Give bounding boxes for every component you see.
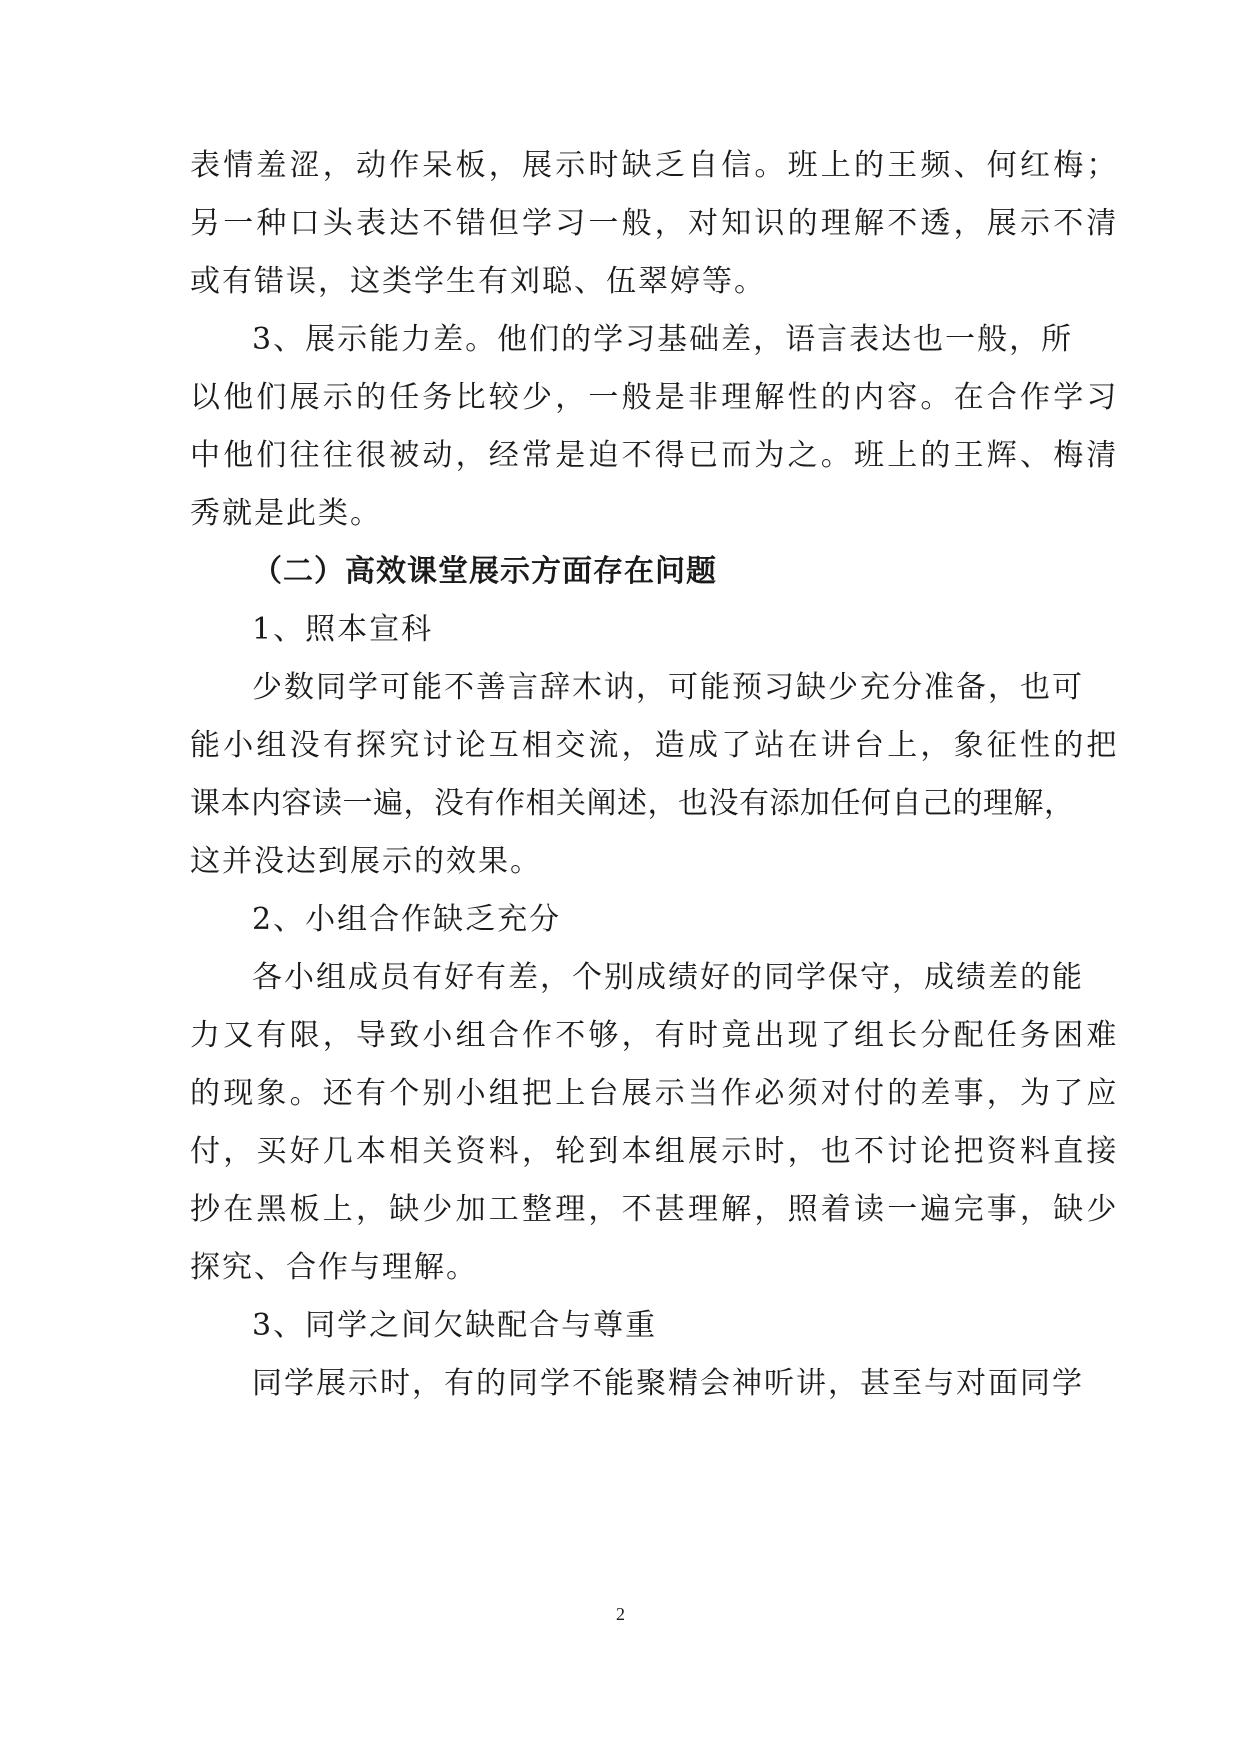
page-number: 2	[616, 1604, 625, 1624]
body-line: 的现象。还有个别小组把上台展示当作必须对付的差事，为了应	[190, 1076, 1120, 1111]
body-line: 这并没达到展示的效果。	[190, 844, 542, 879]
body-line: 能小组没有探究讨论互相交流，造成了站在讲台上，象征性的把	[190, 728, 1120, 763]
subsection-heading: 3、同学之间欠缺配合与尊重	[252, 1308, 658, 1343]
body-line: 探究、合作与理解。	[190, 1250, 478, 1285]
body-line: 或有错误，这类学生有刘聪、伍翠婷等。	[190, 264, 766, 299]
body-line: 表情羞涩，动作呆板，展示时缺乏自信。班上的王频、何红梅；	[190, 148, 1120, 183]
section-heading: （二）高效课堂展示方面存在问题	[252, 554, 717, 589]
body-line: 各小组成员有好有差，个别成绩好的同学保守，成绩差的能	[252, 960, 1084, 995]
body-line: 以他们展示的任务比较少，一般是非理解性的内容。在合作学习	[190, 380, 1120, 415]
subsection-heading: 1、照本宣科	[252, 612, 434, 647]
body-line: 另一种口头表达不错但学习一般，对知识的理解不透，展示不清	[190, 206, 1120, 241]
subsection-heading: 2、小组合作缺乏充分	[252, 902, 562, 937]
body-line: 中他们往往很被动，经常是迫不得已而为之。班上的王辉、梅清	[190, 438, 1120, 473]
body-line: 课本内容读一遍，没有作相关阐述，也没有添加任何自己的理解，	[190, 786, 1075, 821]
body-line: 力又有限，导致小组合作不够，有时竟出现了组长分配任务困难	[190, 1018, 1120, 1053]
body-line: 同学展示时，有的同学不能聚精会神听讲，甚至与对面同学	[252, 1366, 1084, 1401]
body-line: 抄在黑板上，缺少加工整理，不甚理解，照着读一遍完事，缺少	[190, 1192, 1120, 1227]
body-line: 秀就是此类。	[190, 496, 382, 531]
body-line: 少数同学可能不善言辞木讷，可能预习缺少充分准备，也可	[252, 670, 1084, 705]
body-line: 3、展示能力差。他们的学习基础差，语言表达也一般，所	[252, 322, 1074, 357]
body-line: 付，买好几本相关资料，轮到本组展示时，也不讨论把资料直接	[190, 1134, 1120, 1169]
